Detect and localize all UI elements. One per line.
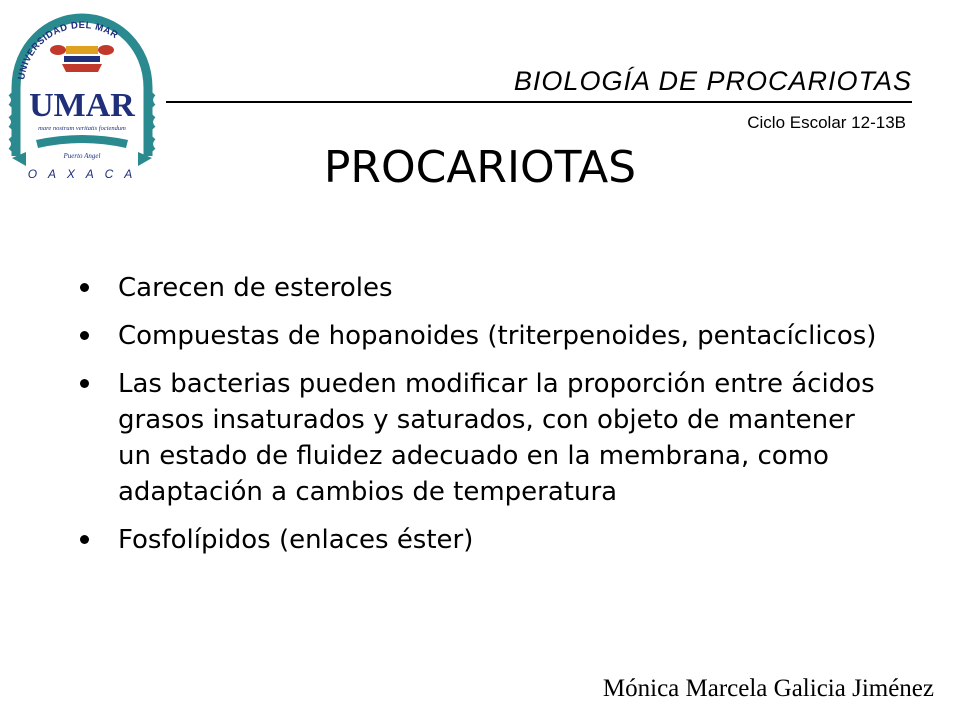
logo-ring-text: UNIVERSIDAD DEL MAR xyxy=(16,19,120,81)
bullet-item xyxy=(78,270,878,306)
course-title: BIOLOGÍA DE PROCARIOTAS xyxy=(513,66,912,96)
bullet-item xyxy=(78,366,878,510)
header-divider xyxy=(166,101,912,103)
slide-title: PROCARIOTAS xyxy=(323,142,637,193)
bullet-text: Fosfolípidos (enlaces éster) xyxy=(118,525,474,555)
bullet-list xyxy=(78,270,878,570)
bullet-icon xyxy=(80,535,89,544)
bullet-item xyxy=(78,522,878,558)
bullet-text: Las bacterias pueden modificar la proporción entre ácidos grasos insaturados y saturados, con objeto de mantener un estado de fluidez adecuado en la membrana, como adaptación a cambios de temperatura xyxy=(118,369,875,507)
bullet-icon xyxy=(80,331,89,340)
logo-state: O A X A C A xyxy=(27,167,137,181)
logo-motto: mare nostrum veritatis fociendum xyxy=(38,125,126,132)
bullet-icon xyxy=(80,283,89,292)
logo-campus: Puerto Angel xyxy=(63,152,101,160)
bullet-item xyxy=(78,318,878,354)
school-cycle: Ciclo Escolar 12-13B xyxy=(747,113,906,132)
bullet-text: Compuestas de hopanoides (triterpenoides, pentacíclicos) xyxy=(118,321,877,351)
bullet-text: Carecen de esteroles xyxy=(118,273,393,303)
author-name: Mónica Marcela Galicia Jiménez xyxy=(602,675,934,702)
logo-initials: UMAR xyxy=(29,87,135,124)
bullet-icon xyxy=(80,379,89,388)
